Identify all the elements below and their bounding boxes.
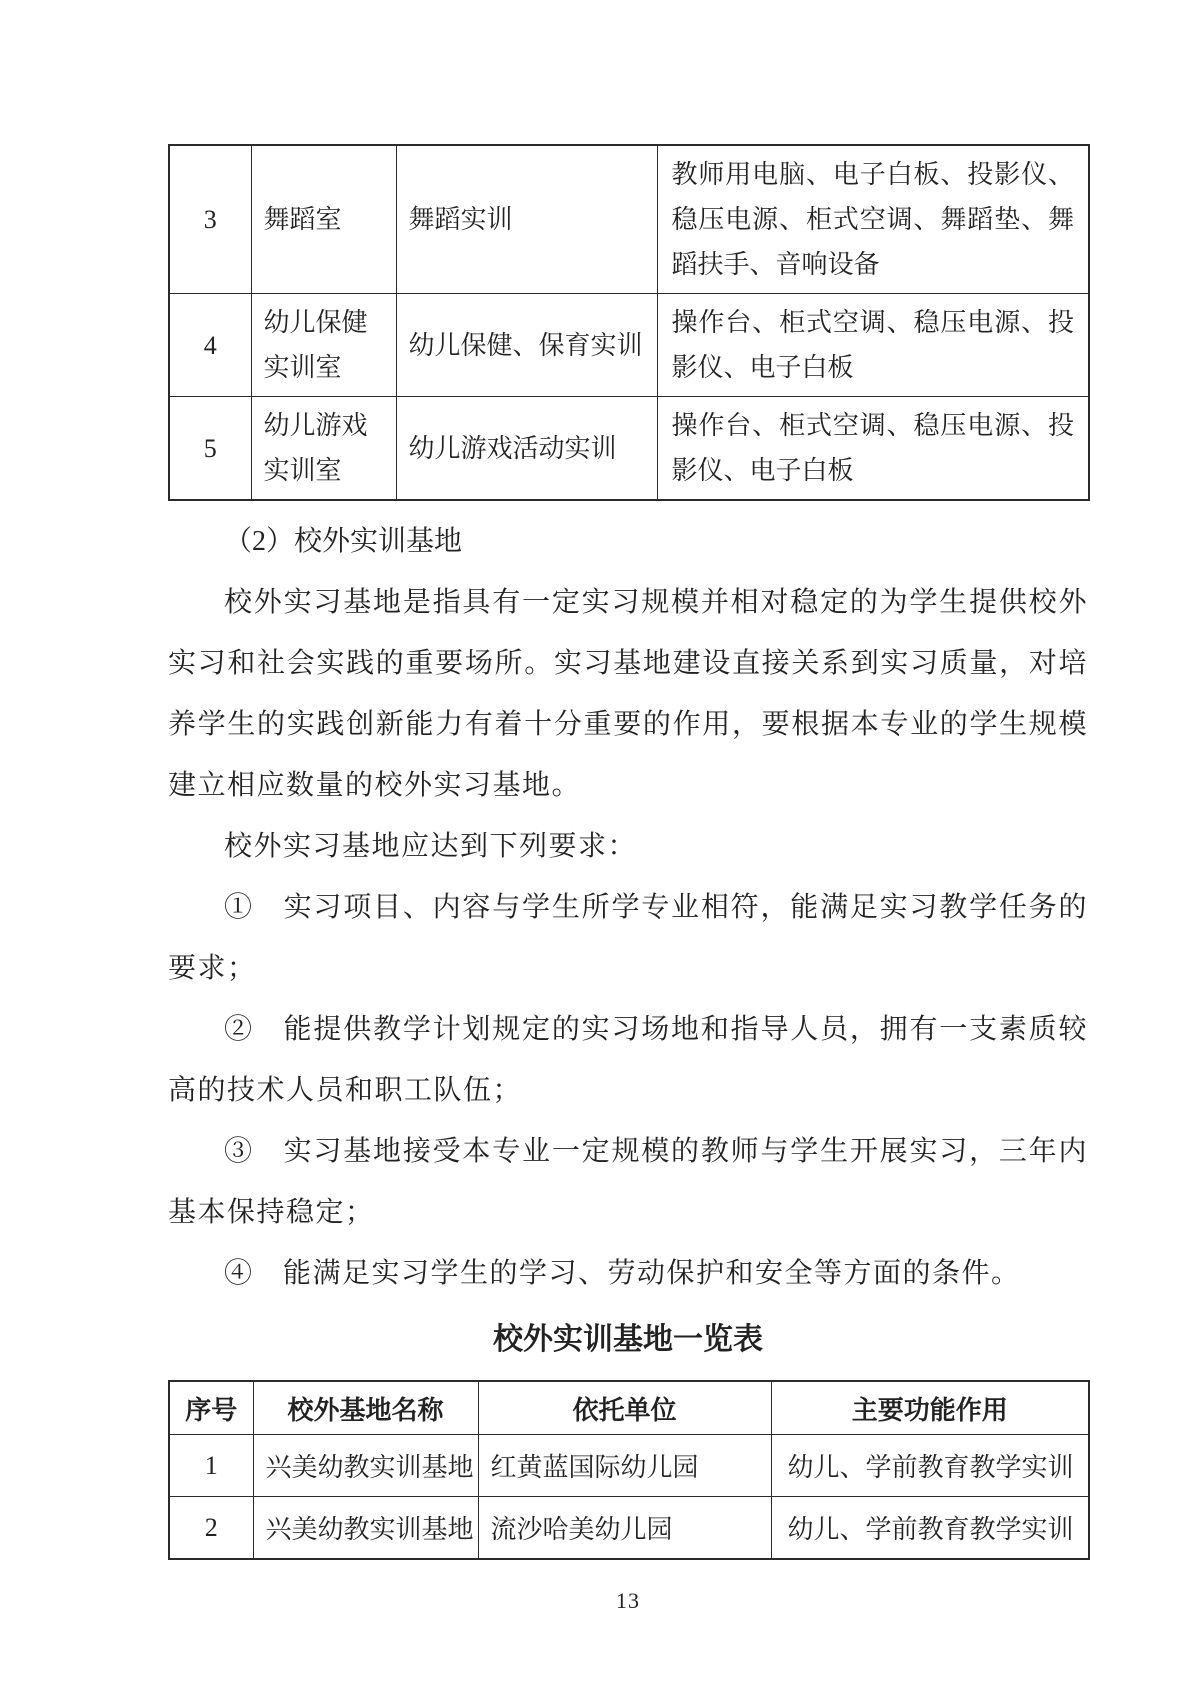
bases-table-header-row xyxy=(169,1381,1089,1435)
base-name-cell: 兴美幼教实训基地 xyxy=(253,1497,478,1560)
facilities-table-row xyxy=(169,294,1089,397)
base-number-cell: 1 xyxy=(169,1435,253,1497)
bases-table-header-cell: 依托单位 xyxy=(478,1381,771,1435)
base-name-cell: 兴美幼教实训基地 xyxy=(253,1435,478,1497)
section-subheading: （2）校外实训基地 xyxy=(224,526,463,557)
facility-equipment-cell: 操作台、柜式空调、稳压电源、投影仪、电子白板 xyxy=(657,397,1089,501)
facility-room-cell: 幼儿游戏实训室 xyxy=(251,397,396,501)
facility-equipment-cell: 操作台、柜式空调、稳压电源、投影仪、电子白板 xyxy=(657,294,1089,397)
page-number: 13 xyxy=(616,1588,640,1613)
bases-table-title: 校外实训基地一览表 xyxy=(493,1323,763,1356)
base-number-cell: 2 xyxy=(169,1497,253,1560)
bases-table-header-cell: 校外基地名称 xyxy=(253,1381,478,1435)
facility-number-cell: 4 xyxy=(169,294,251,397)
facility-equipment-cell: 教师用电脑、电子白板、投影仪、稳压电源、柜式空调、舞蹈垫、舞蹈扶手、音响设备 xyxy=(657,145,1089,294)
requirement-item: ③ 实习基地接受本专业一定规模的教师与学生开展实习，三年内基本保持稳定； xyxy=(168,1136,1088,1228)
facility-training-cell: 幼儿游戏活动实训 xyxy=(396,397,657,501)
requirement-item: ④ 能满足实习学生的学习、劳动保护和安全等方面的条件。 xyxy=(224,1258,1021,1289)
requirement-item: ② 能提供教学计划规定的实习场地和指导人员，拥有一支素质较高的技术人员和职工队伍； xyxy=(168,1014,1088,1106)
facility-training-cell: 幼儿保健、保育实训 xyxy=(396,294,657,397)
requirement-item: ① 实习项目、内容与学生所学专业相符，能满足实习教学任务的要求； xyxy=(168,892,1088,984)
bases-table-row xyxy=(169,1435,1089,1497)
facility-training-cell: 舞蹈实训 xyxy=(396,145,657,294)
bases-table xyxy=(168,1380,1090,1560)
facilities-table xyxy=(168,144,1090,501)
base-function-cell: 幼儿、学前教育教学实训 xyxy=(771,1497,1089,1560)
facility-room-cell: 幼儿保健实训室 xyxy=(251,294,396,397)
bases-table-header-cell: 主要功能作用 xyxy=(771,1381,1089,1435)
paragraph-requirements-lead: 校外实习基地应达到下列要求： xyxy=(224,831,638,862)
base-unit-cell: 红黄蓝国际幼儿园 xyxy=(478,1435,771,1497)
base-unit-cell: 流沙哈美幼儿园 xyxy=(478,1497,771,1560)
facilities-table-row xyxy=(169,397,1089,501)
page-content xyxy=(168,144,1088,1614)
requirement-list xyxy=(168,877,1088,1304)
base-function-cell: 幼儿、学前教育教学实训 xyxy=(771,1435,1089,1497)
bases-table-row xyxy=(169,1497,1089,1560)
facility-room-cell: 舞蹈室 xyxy=(251,145,396,294)
paragraph-base-definition: 校外实习基地是指具有一定实习规模并相对稳定的为学生提供校外实习和社会实践的重要场所。实习基地建设直接关系到实习质量，对培养学生的实践创新能力有着十分重要的作用，要根据本专业的学生规模建立相应数量的校外实习基地。 xyxy=(168,587,1088,801)
facility-number-cell: 5 xyxy=(169,397,251,501)
facilities-table-row xyxy=(169,145,1089,294)
facility-number-cell: 3 xyxy=(169,145,251,294)
bases-table-header-cell: 序号 xyxy=(169,1381,253,1435)
